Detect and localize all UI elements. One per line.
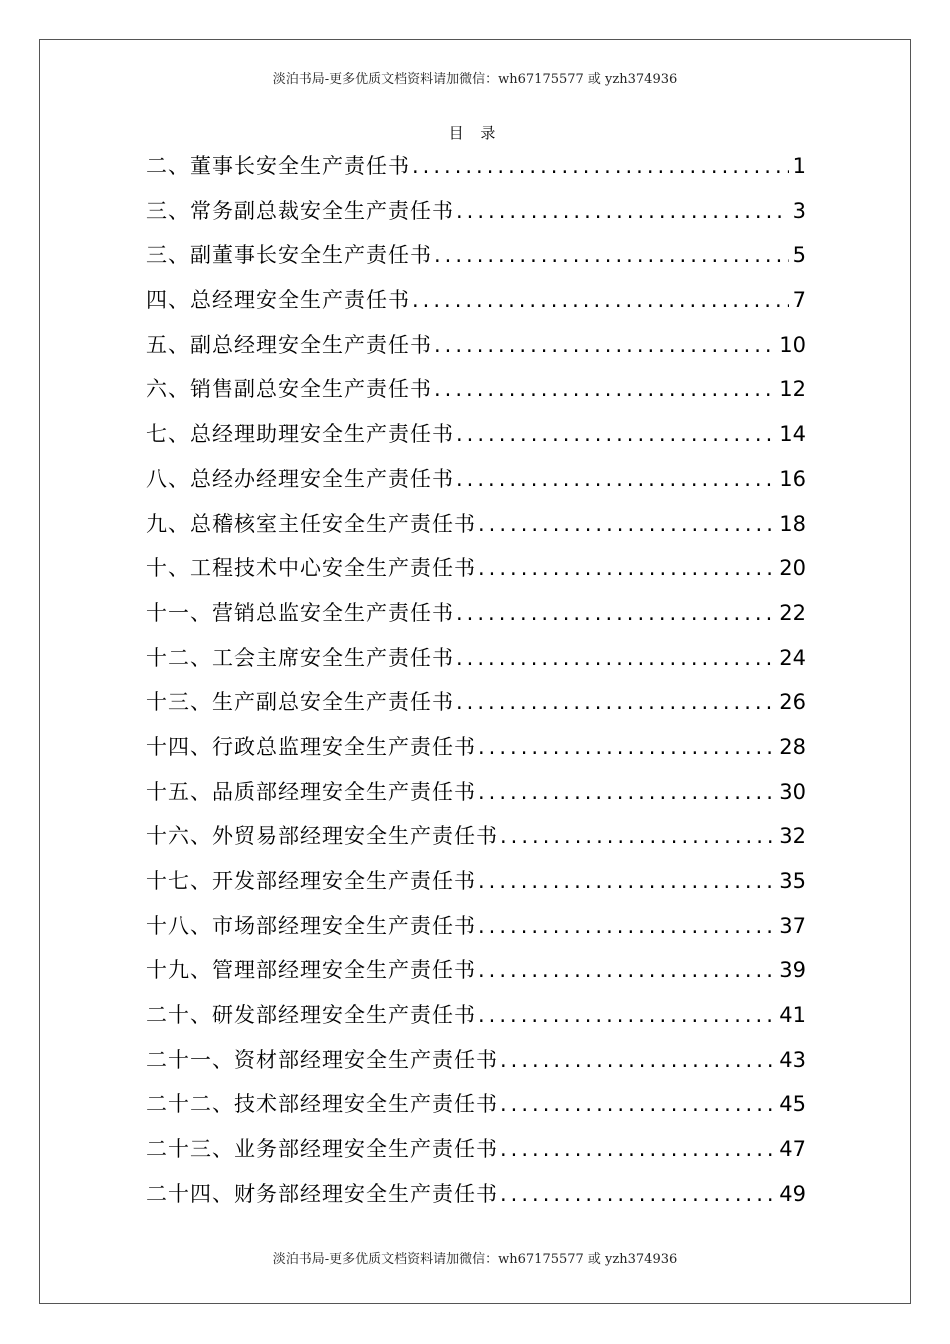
- toc-entry[interactable]: [146, 328, 806, 373]
- toc-entry-label: 二、董事长安全生产责任书: [146, 154, 410, 178]
- toc-entry-page-number: 45: [779, 1092, 806, 1117]
- toc-entry-page-number: 32: [779, 824, 806, 849]
- toc-entry[interactable]: [146, 1132, 806, 1177]
- toc-entry[interactable]: [146, 909, 806, 954]
- toc-entry[interactable]: [146, 462, 806, 507]
- toc-entry[interactable]: [146, 1087, 806, 1132]
- toc-entry-label: 十四、行政总监理安全生产责任书: [146, 734, 476, 759]
- toc-entry-label: 十三、生产副总安全生产责任书: [146, 690, 454, 715]
- toc-leader-dots: [478, 775, 775, 809]
- toc-entry[interactable]: [146, 775, 806, 820]
- toc-leader-dots: [478, 864, 775, 898]
- toc-leader-dots: [434, 328, 775, 362]
- toc-entry-page-number: 41: [779, 1003, 806, 1028]
- toc-entry-page-number: 26: [779, 690, 806, 715]
- toc-leader-dots: [434, 372, 775, 406]
- toc-entry-page-number: 35: [779, 869, 806, 893]
- toc-entry-label: 九、总稽核室主任安全生产责任书: [146, 511, 476, 536]
- toc-title: 目 录: [448, 124, 502, 142]
- toc-entry[interactable]: [146, 507, 806, 552]
- toc-entry-page-number: 16: [779, 466, 806, 491]
- toc-entry-label: 二十三、业务部经理安全生产责任书: [146, 1137, 498, 1162]
- toc-entry-label: 四、总经理安全生产责任书: [146, 288, 410, 313]
- toc-leader-dots: [478, 998, 775, 1032]
- toc-entry-page-number: 22: [779, 600, 806, 625]
- toc-leader-dots: [456, 596, 775, 630]
- toc-entry-label: 六、销售副总安全生产责任书: [146, 377, 432, 402]
- toc-leader-dots: [500, 1087, 775, 1121]
- toc-leader-dots: [478, 551, 775, 585]
- toc-entry-page-number: 14: [779, 422, 806, 447]
- toc-entry-label: 十七、开发部经理安全生产责任书: [146, 869, 476, 893]
- toc-entry[interactable]: [146, 149, 806, 194]
- page-footer: 淡泊书局-更多优质文档资料请加微信：wh67175577 或 yzh374936: [272, 1252, 678, 1267]
- toc-entry[interactable]: [146, 864, 806, 909]
- toc-entry-page-number: 7: [792, 288, 806, 313]
- toc-leader-dots: [500, 819, 775, 853]
- toc-entry-page-number: 12: [779, 377, 806, 402]
- toc-leader-dots: [412, 149, 789, 183]
- toc-entry-label: 十九、管理部经理安全生产责任书: [146, 958, 476, 983]
- toc-leader-dots: [456, 685, 775, 719]
- toc-entry-page-number: 39: [779, 958, 806, 983]
- toc-leader-dots: [478, 730, 775, 764]
- toc-leader-dots: [500, 1043, 775, 1077]
- toc-entry-page-number: 5: [792, 243, 806, 268]
- toc-entry-label: 二十二、技术部经理安全生产责任书: [146, 1092, 498, 1117]
- toc-entry-page-number: 28: [779, 734, 806, 759]
- toc-entry[interactable]: [146, 283, 806, 328]
- toc-entry-label: 二十、研发部经理安全生产责任书: [146, 1003, 476, 1028]
- page-header: 淡泊书局-更多优质文档资料请加微信：wh67175577 或 yzh374936: [272, 72, 678, 87]
- toc-entry-label: 十一、营销总监安全生产责任书: [146, 600, 454, 625]
- toc-entry-page-number: 37: [779, 913, 806, 938]
- toc-entry-label: 七、总经理助理安全生产责任书: [146, 422, 454, 447]
- toc-entry-page-number: 20: [779, 556, 806, 581]
- toc-entry[interactable]: [146, 641, 806, 686]
- toc-entry[interactable]: [146, 238, 806, 283]
- toc-entry[interactable]: [146, 685, 806, 730]
- toc-entry-page-number: 1: [792, 154, 806, 178]
- toc-leader-dots: [456, 641, 775, 675]
- toc-entry[interactable]: [146, 953, 806, 998]
- toc-entry[interactable]: [146, 417, 806, 462]
- toc-entry[interactable]: [146, 1177, 806, 1222]
- toc-entry-label: 八、总经办经理安全生产责任书: [146, 466, 454, 491]
- toc-entry-page-number: 47: [779, 1137, 806, 1162]
- toc-entry-page-number: 10: [779, 332, 806, 357]
- toc-leader-dots: [456, 462, 775, 496]
- toc-entry-page-number: 24: [779, 645, 806, 670]
- toc-leader-dots: [478, 507, 775, 541]
- toc-entry-label: 二十一、资材部经理安全生产责任书: [146, 1047, 498, 1072]
- toc-leader-dots: [500, 1177, 775, 1211]
- toc-entry-label: 三、副董事长安全生产责任书: [146, 243, 432, 268]
- toc-entry-label: 十六、外贸易部经理安全生产责任书: [146, 824, 498, 849]
- toc-entry[interactable]: [146, 194, 806, 239]
- toc-entry-label: 十八、市场部经理安全生产责任书: [146, 913, 476, 938]
- toc-entry-label: 十二、工会主席安全生产责任书: [146, 645, 454, 670]
- toc-entry-page-number: 18: [779, 511, 806, 536]
- toc-entry[interactable]: [146, 1043, 806, 1088]
- toc-leader-dots: [500, 1132, 775, 1166]
- toc-leader-dots: [478, 909, 775, 943]
- table-of-contents: [146, 149, 806, 1222]
- toc-entry[interactable]: [146, 551, 806, 596]
- toc-entry[interactable]: [146, 596, 806, 641]
- toc-entry[interactable]: [146, 730, 806, 775]
- toc-entry-page-number: 49: [779, 1181, 806, 1206]
- toc-leader-dots: [412, 283, 789, 317]
- toc-entry[interactable]: [146, 372, 806, 417]
- toc-entry-label: 二十四、财务部经理安全生产责任书: [146, 1181, 498, 1206]
- toc-entry-page-number: 3: [792, 198, 806, 223]
- toc-leader-dots: [434, 238, 789, 272]
- toc-entry-label: 三、常务副总裁安全生产责任书: [146, 198, 454, 223]
- toc-entry-label: 五、副总经理安全生产责任书: [146, 332, 432, 357]
- toc-entry-label: 十五、品质部经理安全生产责任书: [146, 779, 476, 804]
- toc-entry-page-number: 43: [779, 1047, 806, 1072]
- toc-entry-label: 十、工程技术中心安全生产责任书: [146, 556, 476, 581]
- toc-entry[interactable]: [146, 998, 806, 1043]
- toc-leader-dots: [456, 194, 789, 228]
- toc-entry-page-number: 30: [779, 779, 806, 804]
- toc-entry[interactable]: [146, 819, 806, 864]
- toc-leader-dots: [456, 417, 775, 451]
- toc-leader-dots: [478, 953, 775, 987]
